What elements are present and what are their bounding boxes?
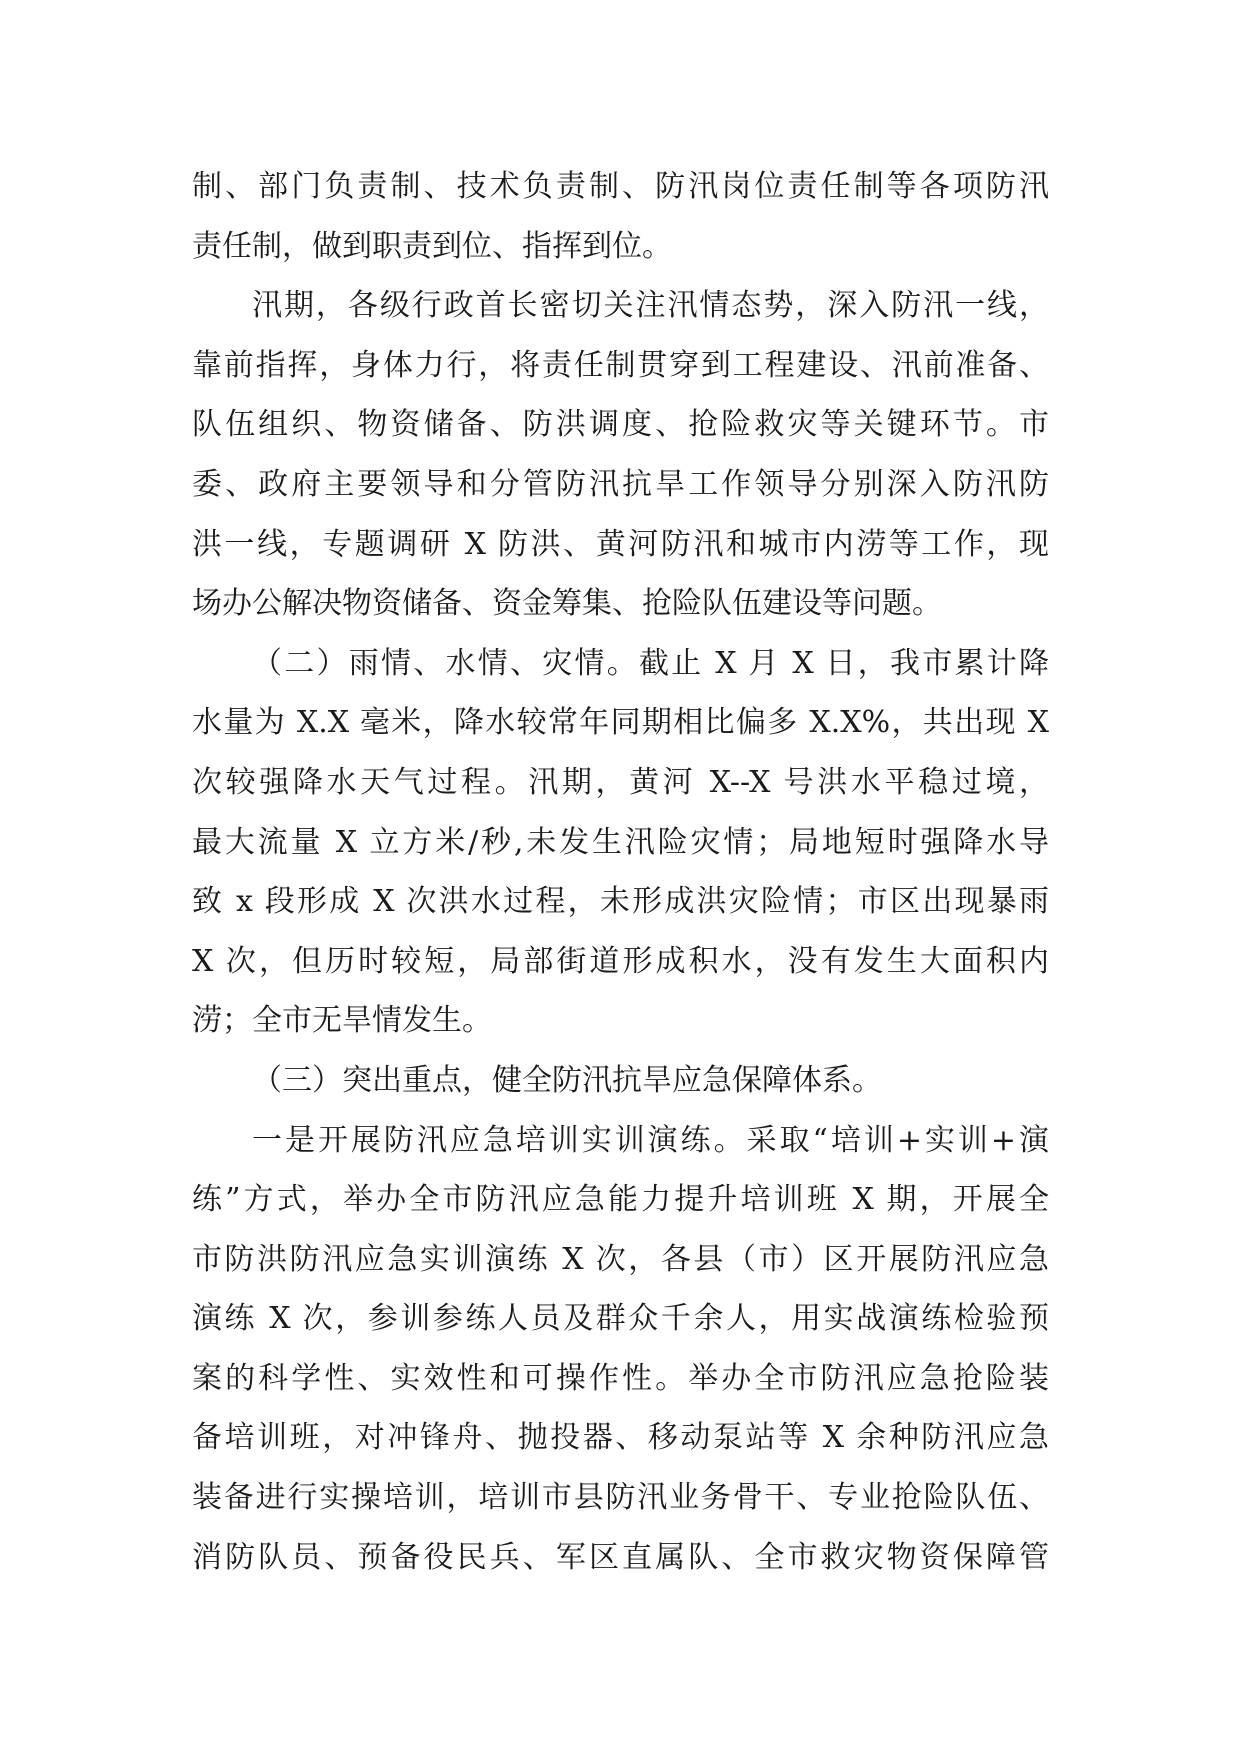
text-line: 制、部门负责制、技术负责制、防汛岗位责任制等各项防汛 — [192, 169, 1049, 204]
text-line: （二）雨情、水情、灾情。截止 X 月 X 日，我市累计降 — [252, 645, 1049, 681]
text-line: 致 x 段形成 X 次洪水过程，未形成洪灾险情；市区出现暴雨 — [192, 884, 1049, 920]
text-line: 次较强降水天气过程。汛期，黄河 X--X 号洪水平稳过境， — [192, 764, 1049, 800]
text-line: 汛期，各级行政首长密切关注汛情态势，深入防汛一线， — [252, 288, 1049, 324]
text-line: 装备进行实操培训，培训市县防汛业务骨干、专业抢险队伍、 — [192, 1480, 1049, 1516]
text-line: 练”方式，举办全市防汛应急能力提升培训班 X 期，开展全 — [192, 1182, 1049, 1218]
text-line: 责任制，做到职责到位、指挥到位。 — [192, 228, 672, 264]
text-line: 涝；全市无旱情发生。 — [192, 1003, 492, 1039]
text-line: 消防队员、预备役民兵、军区直属队、全市救灾物资保障管 — [192, 1539, 1049, 1575]
text-line: 一是开展防汛应急培训实训演练。采取“培训+实训+演 — [252, 1122, 1049, 1158]
text-line: （三）突出重点，健全防汛抗旱应急保障体系。 — [252, 1062, 882, 1098]
text-line: 洪一线，专题调研 X 防洪、黄河防汛和城市内涝等工作，现 — [192, 526, 1049, 562]
text-line: 水量为 X.X 毫米，降水较常年同期相比偏多 X.X%，共出现 X — [192, 705, 1049, 741]
text-line: X 次，但历时较短，局部街道形成积水，没有发生大面积内 — [192, 943, 1049, 979]
text-line: 演练 X 次，参训参练人员及群众千余人，用实战演练检验预 — [192, 1301, 1049, 1337]
text-line: 委、政府主要领导和分管防汛抗旱工作领导分别深入防汛防 — [192, 466, 1049, 502]
document-body — [192, 157, 1049, 1587]
text-line: 案的科学性、实效性和可操作性。举办全市防汛应急抢险装 — [192, 1360, 1049, 1396]
text-line: 市防洪防汛应急实训演练 X 次，各县（市）区开展防汛应急 — [192, 1241, 1049, 1277]
text-line: 最大流量 X 立方米/秒,未发生汛险灾情；局地短时强降水导 — [192, 824, 1049, 860]
text-line: 靠前指挥，身体力行，将责任制贯穿到工程建设、汛前准备、 — [192, 347, 1049, 383]
text-line: 场办公解决物资储备、资金筹集、抢险队伍建设等问题。 — [192, 586, 942, 622]
text-line: 队伍组织、物资储备、防洪调度、抢险救灾等关键环节。市 — [192, 407, 1049, 443]
text-line: 备培训班，对冲锋舟、抛投器、移动泵站等 X 余种防汛应急 — [192, 1420, 1049, 1456]
